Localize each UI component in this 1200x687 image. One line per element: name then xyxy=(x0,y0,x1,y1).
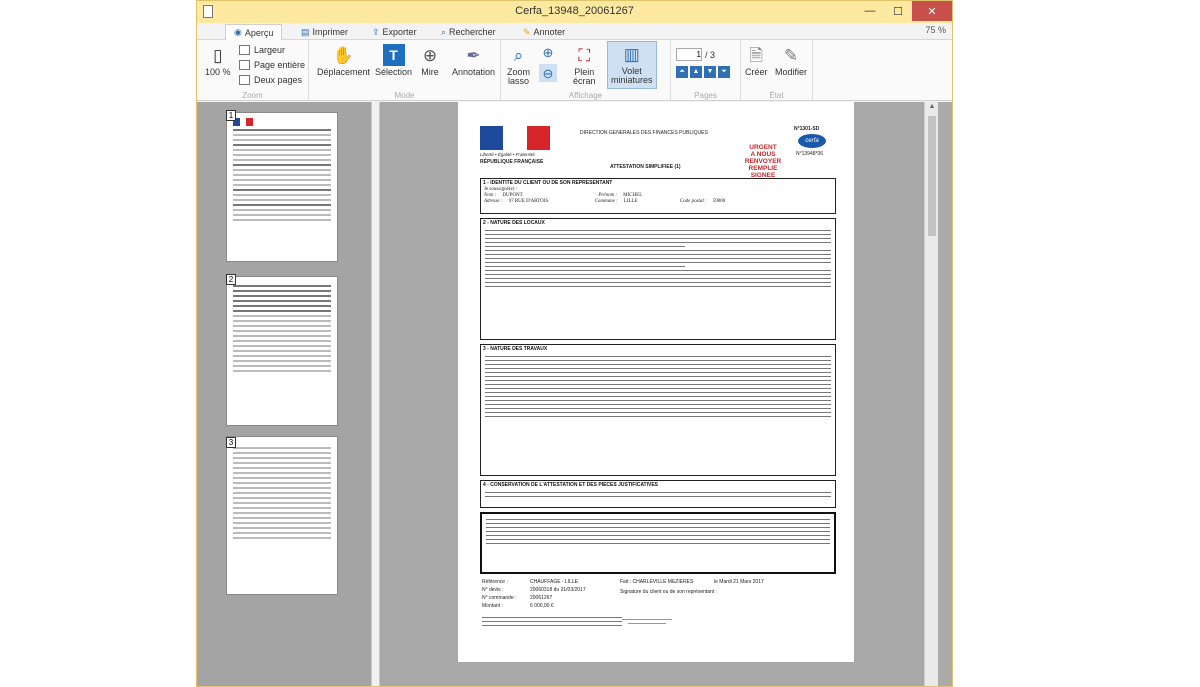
button-label: Page entière xyxy=(254,59,306,70)
commune-value: LILLE xyxy=(623,199,638,204)
motto: Liberté • Égalité • Fraternité xyxy=(480,152,535,157)
field-label: Nom : xyxy=(484,193,497,198)
montant-value: 6 000,00 € xyxy=(530,603,554,609)
field-label: Référence : xyxy=(482,579,508,585)
field-label: Je soussigné(e) : xyxy=(484,187,518,192)
window-title: Cerfa_13948_20061267 xyxy=(515,5,634,17)
title-bar xyxy=(197,1,952,23)
printer-icon: ▤ xyxy=(301,26,310,37)
section-heading: 3 - NATURE DES TRAVAUX xyxy=(483,346,548,352)
urgent-line: REMPLIE SIGNEE xyxy=(748,165,778,179)
devis-value: 20060318 du 21/03/2017 xyxy=(530,587,586,593)
crosshair-icon: ⊕ xyxy=(422,45,438,65)
cerfa-number: N°13948*06 xyxy=(796,151,824,157)
field-label: Prénom : xyxy=(598,193,618,198)
urgent-line: A NOUS xyxy=(750,151,776,158)
field-label: Adresse : xyxy=(484,199,503,204)
button-label: Déplacement xyxy=(317,67,371,77)
section-heading: 4 - CONSERVATION DE L'ATTESTATION ET DES PIECES JUSTIFICATIVES xyxy=(483,482,659,488)
button-label: lasso xyxy=(508,76,530,86)
search-icon: ⌕ xyxy=(441,26,447,37)
create-document-icon: 🗎 xyxy=(749,45,764,65)
page-icon: ▯ xyxy=(213,45,223,65)
pen-icon: ✒ xyxy=(466,45,481,65)
button-label: Volet xyxy=(621,66,642,76)
tab-annoter[interactable] xyxy=(515,24,573,40)
zoom-out-icon: ⊖ xyxy=(539,64,557,82)
nom-value: DUPONT xyxy=(502,193,523,198)
cerfa-logo: cerfa xyxy=(798,134,826,148)
annotation-button[interactable] xyxy=(452,44,495,77)
republique: RÉPUBLIQUE FRANÇAISE xyxy=(480,159,544,165)
direction: DIRECTION GENERALES DES FINANCES PUBLIQUES xyxy=(580,130,708,136)
button-label: Deux pages xyxy=(254,74,303,85)
group-etat xyxy=(741,40,813,101)
button-label: miniatures xyxy=(611,75,653,85)
close-button[interactable]: ✕ xyxy=(912,1,952,21)
ribbon xyxy=(197,40,952,101)
selection-button[interactable] xyxy=(375,44,412,77)
workspace xyxy=(197,102,952,687)
tab-label: Aperçu xyxy=(244,27,274,38)
button-label: Zoom xyxy=(507,67,531,77)
adresse-value: 97 RUE D'ARTOIS xyxy=(508,199,549,204)
field-label: N° commande : xyxy=(482,595,517,601)
button-label: Annotation xyxy=(452,67,496,77)
prenom-value: MICHEL xyxy=(623,193,643,198)
thumbnails-pane-icon: ▥ xyxy=(623,44,640,64)
two-pages-button[interactable] xyxy=(239,72,305,87)
field-label: N° devis : xyxy=(482,587,504,593)
zoom-lasso-button[interactable] xyxy=(507,44,530,86)
fit-page-icon xyxy=(239,60,250,70)
zoom-lasso-icon: ⌕ xyxy=(513,45,524,65)
tab-exporter[interactable] xyxy=(364,24,425,40)
maximize-button[interactable]: ☐ xyxy=(893,5,903,18)
group-label: Mode xyxy=(394,91,415,100)
button-label: Modifier xyxy=(775,67,808,77)
last-page-button[interactable]: ⏷ xyxy=(718,66,730,78)
previous-page-button[interactable]: ▲ xyxy=(690,66,702,78)
tab-label: Annoter xyxy=(533,27,566,37)
section-heading: 1 - IDENTITE DU CLIENT OU DE SON REPRESENTANT xyxy=(483,180,613,186)
tab-apercu[interactable] xyxy=(225,24,282,40)
thumbnail-number: 1 xyxy=(226,110,236,121)
section-heading: 2 - NATURE DES LOCAUX xyxy=(483,220,545,226)
modifier-button[interactable] xyxy=(775,44,807,77)
scrollbar-thumb[interactable] xyxy=(928,116,936,236)
attestation-title: ATTESTATION SIMPLIFIEE (1) xyxy=(610,164,681,170)
reference-value: CHAUFFAGE - LILLE xyxy=(530,579,579,585)
next-page-button[interactable]: ▼ xyxy=(704,66,716,78)
fit-width-button[interactable] xyxy=(239,42,305,57)
thumbnail-page-3[interactable] xyxy=(226,436,338,595)
urgent-line: RENVOYER xyxy=(744,158,782,165)
first-page-button[interactable]: ⏶ xyxy=(676,66,688,78)
deplacement-button[interactable] xyxy=(317,44,370,77)
fullscreen-icon: ⛶ xyxy=(578,45,591,65)
company-stamp xyxy=(622,616,672,630)
button-label: Largeur xyxy=(254,44,286,55)
zoom-in-button[interactable] xyxy=(539,43,557,63)
page-total: / 3 xyxy=(705,49,716,60)
group-affichage xyxy=(501,40,671,101)
two-pages-icon xyxy=(239,75,250,85)
thumbnail-number: 2 xyxy=(226,274,236,285)
urgent-line: URGENT xyxy=(749,144,777,151)
section-conservation xyxy=(480,480,836,508)
tab-imprimer[interactable] xyxy=(293,24,356,40)
field-label: Commune : xyxy=(594,199,618,204)
hand-icon: ✋ xyxy=(332,45,355,65)
button-label: Plein xyxy=(574,67,595,77)
vertical-scrollbar[interactable] xyxy=(924,102,938,687)
date-value: le Mardi 21 Mars 2017 xyxy=(714,579,764,585)
signature-label: Signature du client ou de son représentant : xyxy=(620,589,718,595)
cp-value: 59000 xyxy=(712,199,726,204)
eye-icon: ◉ xyxy=(234,27,242,37)
field-label: Montant : xyxy=(482,603,503,609)
app-window xyxy=(196,0,953,687)
plein-ecran-button[interactable] xyxy=(573,44,596,86)
section-locaux xyxy=(480,218,836,340)
thumbnail-number: 3 xyxy=(226,437,236,448)
tab-rechercher[interactable] xyxy=(433,24,504,40)
minimize-button[interactable]: — xyxy=(864,5,876,17)
fit-page-button[interactable] xyxy=(239,57,305,72)
group-label: Pages xyxy=(694,91,717,100)
button-label: écran xyxy=(573,76,596,86)
volet-miniatures-button[interactable] xyxy=(607,41,657,89)
thumbnail-pane xyxy=(197,102,380,687)
commande-value: 20061267 xyxy=(530,595,553,601)
group-zoom xyxy=(197,40,309,101)
group-label: Affichage xyxy=(568,91,603,100)
document-viewer xyxy=(380,102,938,687)
pane-splitter[interactable] xyxy=(371,102,380,687)
export-icon: ⇪ xyxy=(372,26,380,37)
page-number-input[interactable] xyxy=(676,48,702,61)
text-select-icon: T xyxy=(383,44,405,66)
document-page xyxy=(458,102,854,662)
group-label: État xyxy=(769,91,784,100)
section-identite xyxy=(480,178,836,214)
tab-label: Imprimer xyxy=(312,27,349,37)
group-label: Zoom xyxy=(242,91,263,100)
button-label: 100 % xyxy=(205,67,231,77)
button-label: Sélection xyxy=(375,67,413,77)
section-travaux xyxy=(480,344,836,476)
mire-button[interactable] xyxy=(419,44,441,77)
group-mode xyxy=(309,40,501,101)
ribbon-tabs xyxy=(197,23,952,40)
thumbnail-page-1[interactable] xyxy=(226,112,338,262)
tva-notice-box xyxy=(480,512,836,574)
scroll-up-icon[interactable]: ▲ xyxy=(928,103,936,110)
republique-logo xyxy=(480,126,550,150)
zoom-level: 75 % xyxy=(925,25,946,35)
button-label: Créer xyxy=(745,67,768,77)
fit-width-icon xyxy=(239,45,250,55)
urgent-stamp xyxy=(738,144,788,179)
fait-value: Fait : CHARLEVILLE MEZIERES xyxy=(620,579,694,585)
creer-button[interactable] xyxy=(745,44,768,77)
group-pages xyxy=(671,40,741,101)
edit-document-icon: ✎ xyxy=(783,45,799,65)
thumbnail-page-2[interactable] xyxy=(226,276,338,426)
zoom-in-icon: ⊕ xyxy=(542,44,554,60)
field-label: Code postal : xyxy=(679,199,707,204)
zoom-100-button[interactable] xyxy=(205,44,231,77)
tab-label: Rechercher xyxy=(449,27,496,37)
button-label: Mire xyxy=(421,67,439,77)
tab-label: Exporter xyxy=(382,27,417,37)
annotate-icon: ✎ xyxy=(523,26,531,37)
form-number: N°1301-SD xyxy=(794,126,820,132)
zoom-out-button[interactable] xyxy=(539,64,557,84)
